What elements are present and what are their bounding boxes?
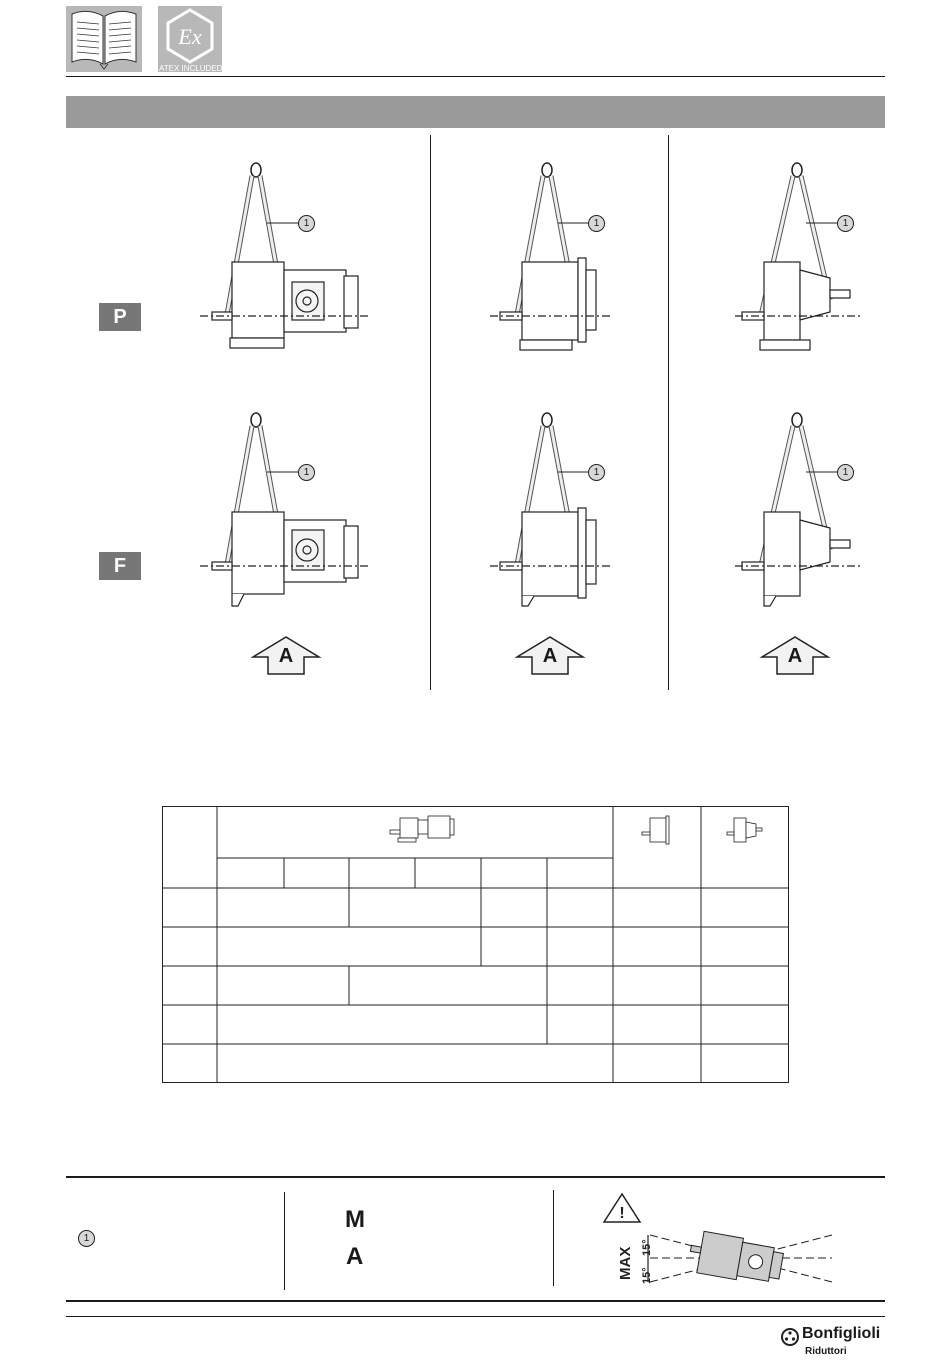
sling-marker-f2: 1 — [588, 464, 605, 481]
footer-sling-marker: 1 — [78, 1230, 95, 1247]
footer-letter-a: A — [346, 1243, 364, 1270]
table-icon-shaft — [727, 818, 762, 842]
diagram-f-shaft — [735, 413, 860, 606]
footer-letter-m: M — [345, 1206, 365, 1233]
sling-marker-p1: 1 — [298, 215, 315, 232]
arrow-label-2: A — [542, 645, 558, 667]
sling-marker-f1: 1 — [298, 464, 315, 481]
footer-divider-1 — [284, 1192, 285, 1290]
sling-marker-p2: 1 — [588, 215, 605, 232]
row-label-p: P — [99, 303, 141, 331]
atex-label: ATEX INCLUDED — [159, 64, 223, 73]
footer-divider-2 — [553, 1190, 554, 1286]
brand-name: Bonfiglioli — [802, 1325, 881, 1342]
page-bottom-rule — [66, 1316, 885, 1317]
arrow-label-3: A — [787, 645, 803, 667]
diagram-f-inline — [200, 413, 370, 606]
tilt-diagram — [600, 1190, 840, 1290]
table-icon-flange — [642, 816, 669, 844]
angle-label-1: 15° — [641, 1267, 653, 1284]
diagram-p-inline — [200, 163, 370, 348]
warning-glyph: ! — [619, 1205, 625, 1222]
footer-bottom-rule — [66, 1300, 885, 1302]
brand-sub: Riduttori — [805, 1346, 847, 1357]
bonfiglioli-logo-icon — [780, 1327, 800, 1347]
arrow-label-1: A — [278, 645, 294, 667]
footer-top-rule — [66, 1176, 885, 1178]
diagram-p-flange — [490, 163, 610, 350]
atex-symbol: Ex — [178, 24, 202, 49]
max-label: MAX — [617, 1246, 634, 1280]
diagram-p-shaft — [735, 163, 860, 350]
sling-marker-f3: 1 — [837, 464, 854, 481]
angle-label-2: 15° — [641, 1239, 653, 1256]
row-label-f: F — [99, 552, 141, 580]
table-icon-inline — [390, 816, 454, 842]
warning-icon — [604, 1194, 640, 1222]
diagram-f-flange — [490, 413, 610, 606]
spec-table — [162, 806, 789, 1083]
sling-marker-p3: 1 — [837, 215, 854, 232]
